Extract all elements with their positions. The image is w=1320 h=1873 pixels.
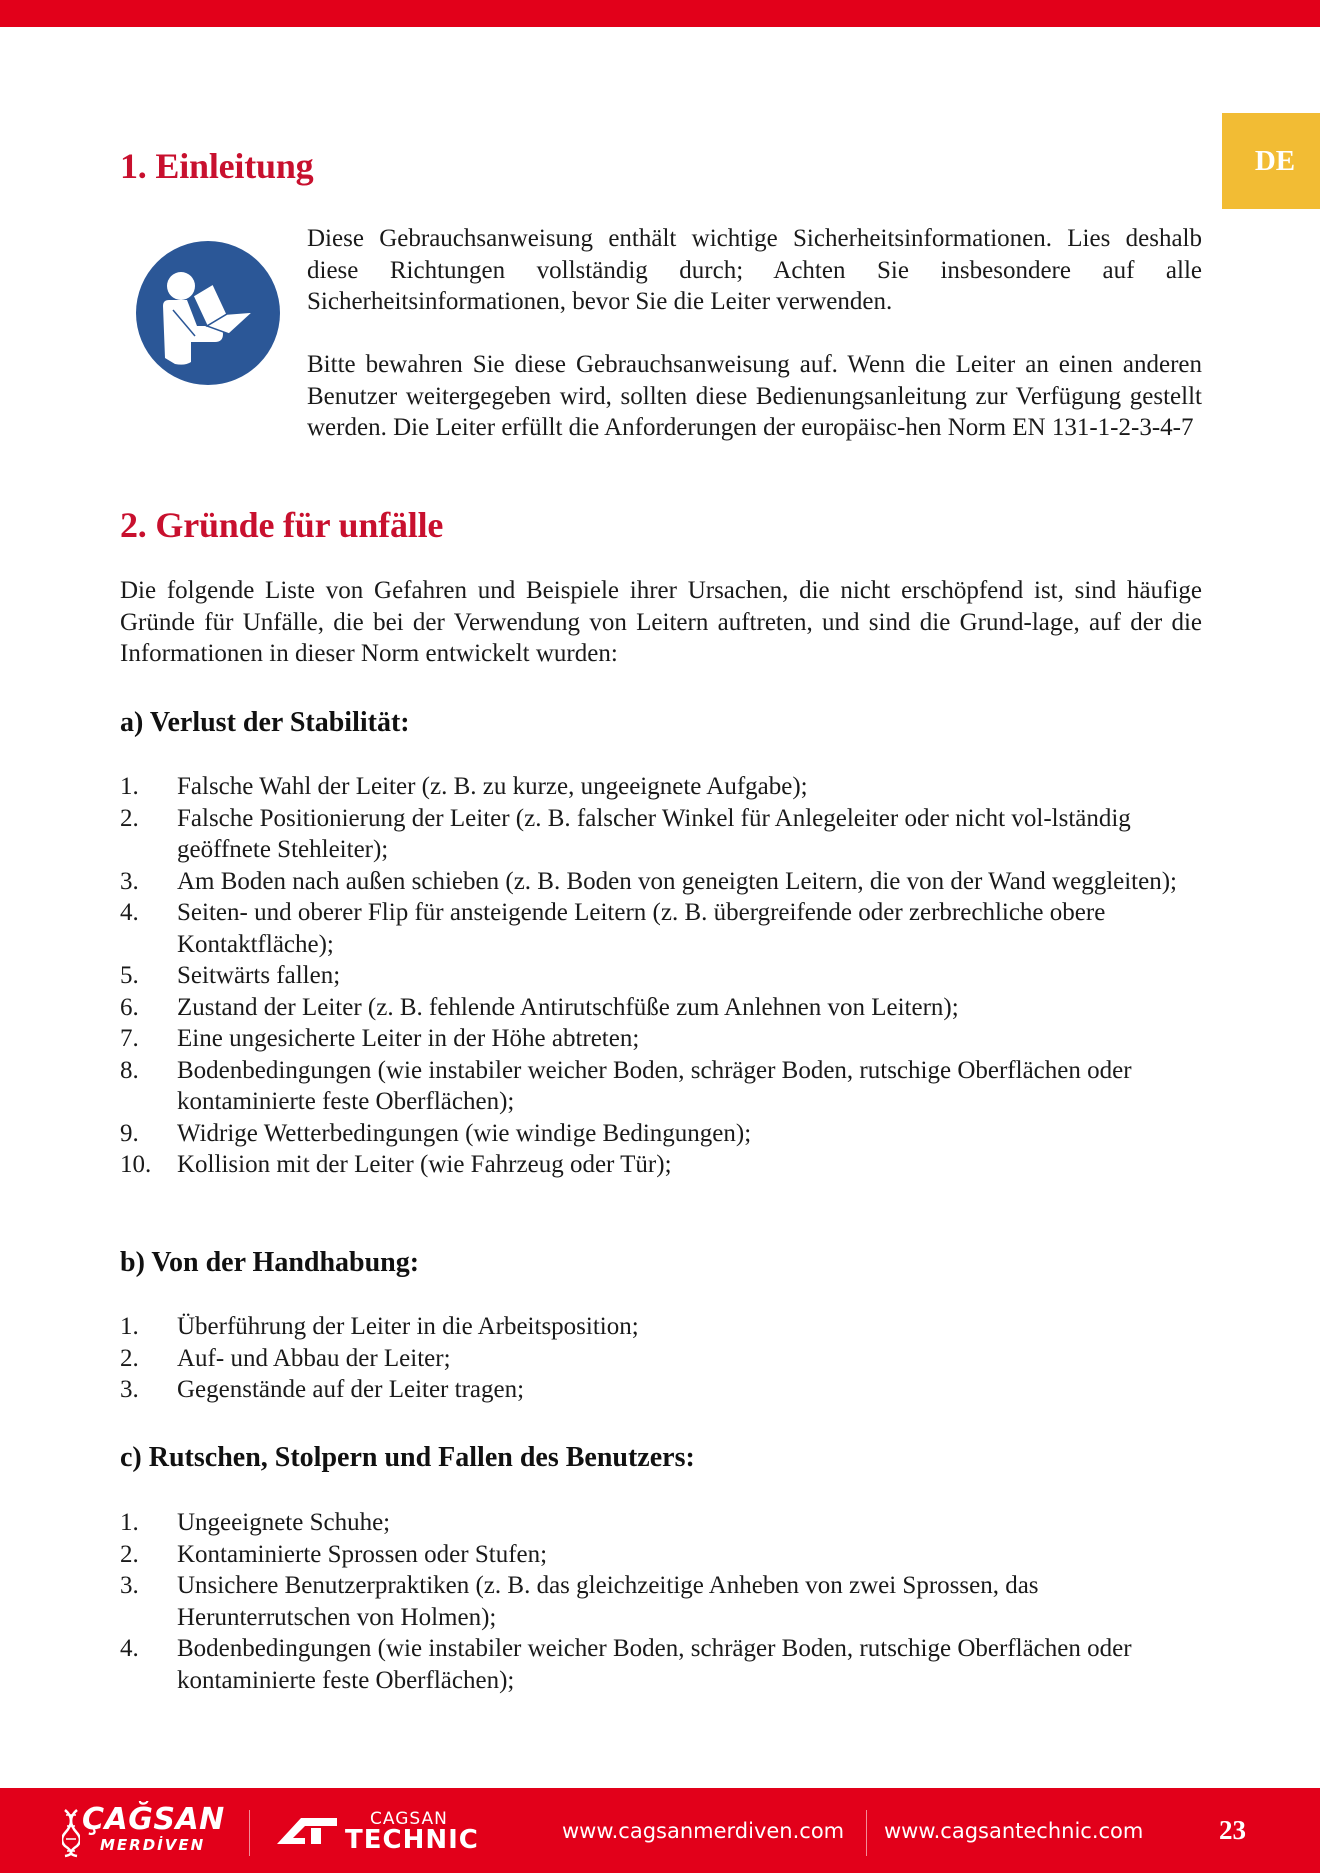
intro-paragraph-2: Bitte bewahren Sie diese Gebrauchsanweisung auf. Wenn die Leiter an einen anderen Benutzer weitergegeben wird, sollten diese Bedienungsanleitung zur Verfügung gestellt werden. Die Leiter erfüllt die Anforderungen der europäisc-hen Norm EN 131-1-2-3-4-7 xyxy=(307,351,1202,441)
list-text: Gegenstände auf der Leiter tragen; xyxy=(177,1376,525,1403)
list-text: Am Boden nach außen schieben (z. B. Boden von geneigten Leitern, die von der Wand weggleiten); xyxy=(177,867,1177,895)
section-heading-accident-causes: 2. Gründe für unfälle xyxy=(120,505,444,545)
read-manual-icon xyxy=(135,240,281,386)
logo1-sub-text: MERDİVEN xyxy=(100,1836,206,1854)
list-number: 6. xyxy=(120,993,139,1021)
list-text: Zustand der Leiter (z. B. fehlende Antirutschfüße zum Anlehnen von Leitern); xyxy=(177,993,959,1021)
list-item xyxy=(120,960,1202,992)
ct-monogram-icon xyxy=(275,1814,339,1846)
list-item xyxy=(120,992,1202,1024)
list-item xyxy=(120,1055,1202,1118)
slipping-list xyxy=(120,1507,1202,1696)
list-number: 7. xyxy=(120,1025,139,1052)
list-number: 3. xyxy=(120,867,139,895)
list-text: Falsche Positionierung der Leiter (z. B. falscher Winkel für Anlegeleiter oder nicht vol-lständig geöffnete Stehleiter); xyxy=(177,804,1131,863)
list-number: 4. xyxy=(120,899,139,926)
list-number: 2. xyxy=(120,1540,139,1568)
list-number: 2. xyxy=(120,804,139,832)
list-text: Überführung der Leiter in die Arbeitsposition; xyxy=(177,1313,639,1340)
subsection-heading-slipping: c) Rutschen, Stolpern und Fallen des Benutzers: xyxy=(120,1442,695,1473)
list-item xyxy=(120,1633,1202,1696)
list-number: 4. xyxy=(120,1635,139,1662)
list-number: 1. xyxy=(120,1509,139,1536)
handling-list xyxy=(120,1311,1202,1406)
logo2-bottom-text: TECHNIC xyxy=(345,1825,479,1855)
logo1-brand-text: ÇAĞSAN xyxy=(82,1802,225,1837)
intro-paragraph-1: Diese Gebrauchsanweisung enthält wichtige Sicherheitsinformationen. Lies deshalb diese Richtungen vollständig durch; Achten Sie insbesondere auf alle Sicherheitsinformationen, bevor Sie die Leiter verwenden. xyxy=(307,225,1202,315)
list-text: Bodenbedingungen (wie instabiler weicher Boden, schräger Boden, rutschige Oberflächen oder kontaminierte feste Oberflächen); xyxy=(177,1056,1132,1115)
list-text: Kontaminierte Sprossen oder Stufen; xyxy=(177,1540,548,1568)
list-text: Seitwärts fallen; xyxy=(177,962,341,989)
list-item xyxy=(120,1118,1202,1150)
list-text: Auf- und Abbau der Leiter; xyxy=(177,1344,451,1372)
cagsan-technic-logo xyxy=(275,1806,505,1858)
list-item xyxy=(120,1343,1202,1375)
footer-divider xyxy=(249,1810,250,1856)
cagsan-merdiven-logo xyxy=(62,1804,227,1860)
list-text: Falsche Wahl der Leiter (z. B. zu kurze, ungeeignete Aufgabe); xyxy=(177,773,808,800)
list-item xyxy=(120,1539,1202,1571)
list-text: Seiten- und oberer Flip für ansteigende Leitern (z. B. übergreifende oder zerbrechliche obere Kontaktfläche); xyxy=(177,899,1106,958)
list-text: Ungeeignete Schuhe; xyxy=(177,1509,391,1536)
list-number: 8. xyxy=(120,1056,139,1084)
top-brand-bar xyxy=(0,0,1320,27)
footer-divider xyxy=(866,1810,867,1856)
list-item xyxy=(120,1149,1202,1181)
logo2-top-text: CAGSAN xyxy=(370,1809,448,1829)
accident-causes-intro: Die folgende Liste von Gefahren und Beispiele ihrer Ursachen, die nicht erschöpfend ist, sind häufige Gründe für Unfälle, die bei der Verwendung von Leitern auftreten, und sind die Grund-lage, auf der die Informationen in dieser Norm entwickelt wurden: xyxy=(120,577,1202,667)
list-item xyxy=(120,897,1202,960)
list-text: Unsichere Benutzerpraktiken (z. B. das gleichzeitige Anheben von zwei Sprossen, das Herunterrutschen von Holmen); xyxy=(177,1572,1039,1631)
list-number: 9. xyxy=(120,1119,139,1147)
dna-icon xyxy=(62,1808,80,1858)
list-number: 1. xyxy=(120,773,139,800)
list-item xyxy=(120,1570,1202,1633)
list-text: Widrige Wetterbedingungen (wie windige Bedingungen); xyxy=(177,1119,752,1147)
subsection-heading-stability: a) Verlust der Stabilität: xyxy=(120,707,410,738)
list-item xyxy=(120,803,1202,866)
list-item xyxy=(120,1311,1202,1343)
list-text: Eine ungesicherte Leiter in der Höhe abtreten; xyxy=(177,1025,640,1052)
website-link-merdiven[interactable]: www.cagsanmerdiven.com xyxy=(562,1819,845,1843)
page-number: 23 xyxy=(1219,1815,1246,1845)
list-number: 10. xyxy=(120,1151,152,1178)
stability-list xyxy=(120,771,1202,1181)
list-item xyxy=(120,1023,1202,1055)
list-number: 3. xyxy=(120,1376,139,1403)
list-item xyxy=(120,1507,1202,1539)
section-heading-introduction: 1. Einleitung xyxy=(120,146,314,186)
website-link-technic[interactable]: www.cagsantechnic.com xyxy=(884,1819,1144,1843)
list-text: Bodenbedingungen (wie instabiler weicher Boden, schräger Boden, rutschige Oberflächen oder kontaminierte feste Oberflächen); xyxy=(177,1635,1132,1694)
language-tab: DE xyxy=(1222,113,1320,209)
list-item xyxy=(120,771,1202,803)
list-number: 2. xyxy=(120,1344,139,1372)
list-number: 1. xyxy=(120,1313,139,1340)
list-number: 5. xyxy=(120,962,139,989)
list-text: Kollision mit der Leiter (wie Fahrzeug oder Tür); xyxy=(177,1151,672,1178)
footer-bar xyxy=(0,1788,1320,1873)
subsection-heading-handling: b) Von der Handhabung: xyxy=(120,1247,420,1278)
list-number: 3. xyxy=(120,1572,139,1599)
list-item xyxy=(120,1374,1202,1406)
list-item xyxy=(120,866,1202,898)
